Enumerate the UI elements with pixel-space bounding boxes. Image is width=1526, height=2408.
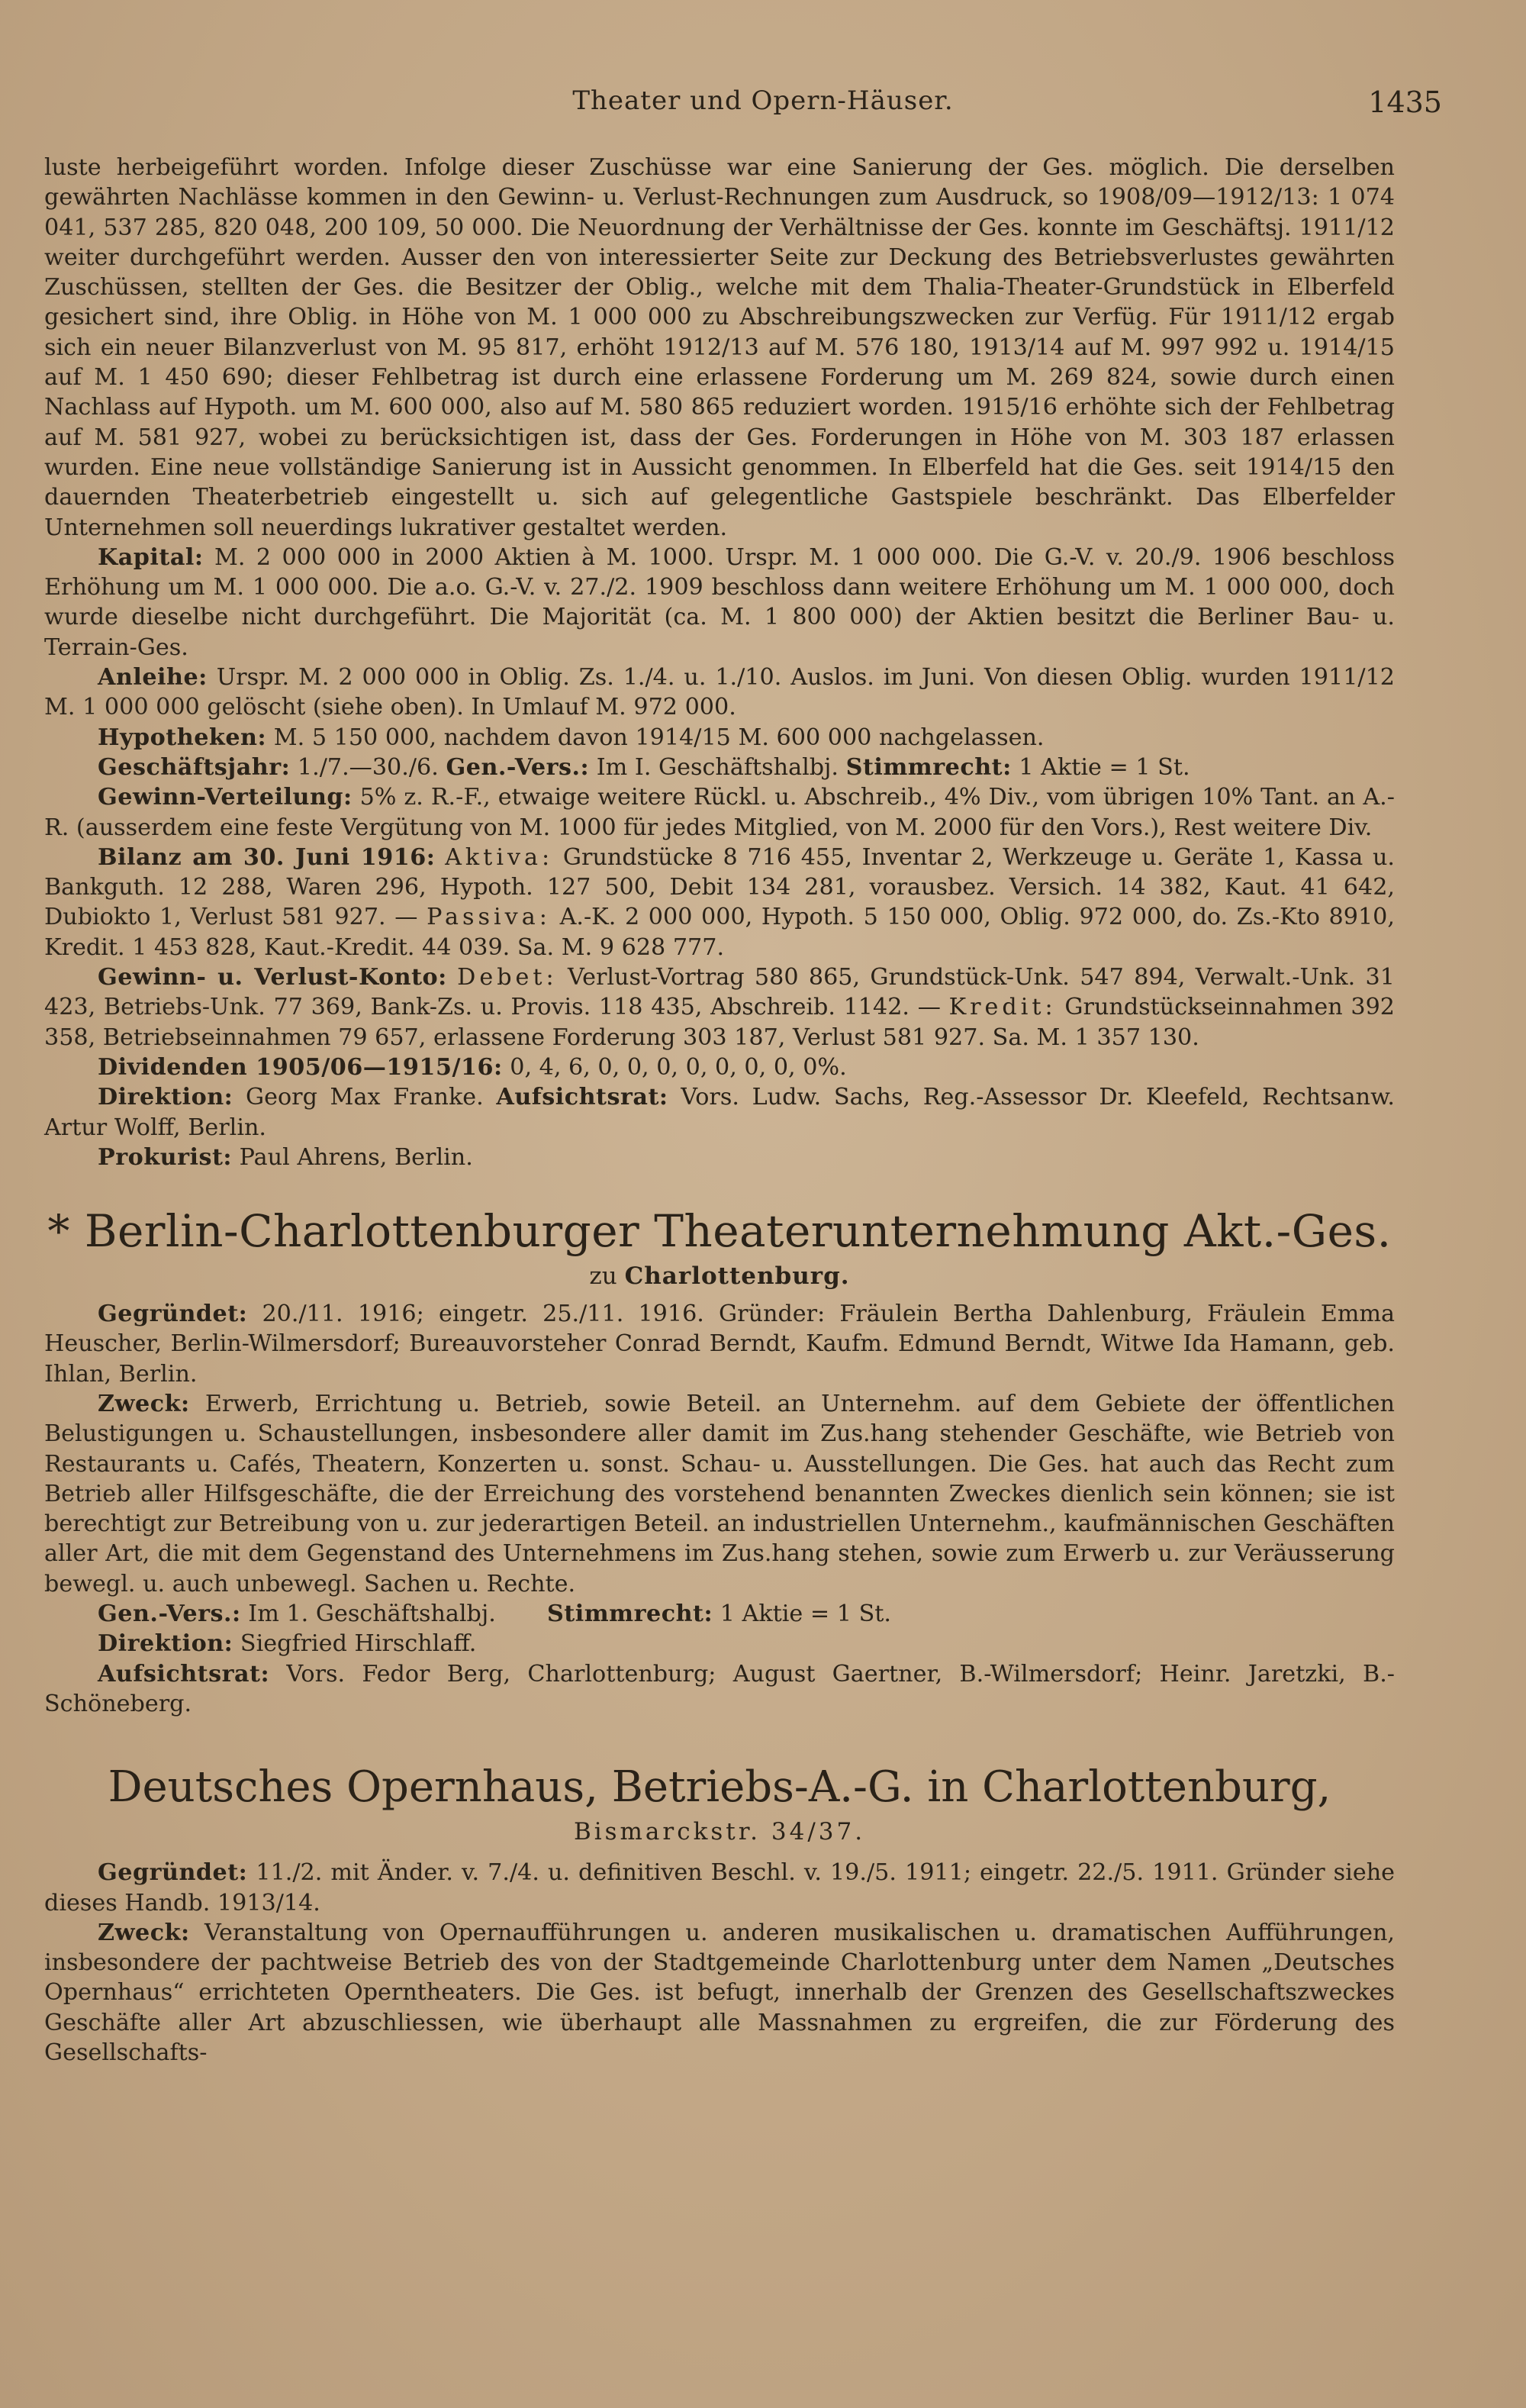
aufsichtsrat-text: Vors. Fedor Berg, Charlottenburg; August Gaertner, B.-Wilmersdorf; Heinr. Jaretzki, B.-Schöneberg.	[44, 1660, 1395, 1717]
passiva-label: Passiva:	[427, 904, 551, 931]
prokurist-paragraph	[44, 1143, 1395, 1172]
kapital-text: M. 2 000 000 in 2000 Aktien à M. 1000. Urspr. M. 1 000 000. Die G.-V. v. 20./9. 1906 beschloss Erhöhung um M. 1 000 000. Die a.o. G.-V. v. 27./2. 1909 beschloss dann weitere Erhöhung um M. 1 000 000, doch wurde dieselbe nicht durchgeführt. Die Majorität (ca. M. 1 800 000) der Aktien besitzt die Berliner Bau- u. Terrain-Ges.	[44, 543, 1395, 661]
kapital-paragraph	[44, 543, 1395, 662]
gegruendet-paragraph-3	[44, 1858, 1395, 1918]
company-subtitle	[44, 1261, 1395, 1291]
running-head: Theater und Opern-Häuser.	[572, 85, 954, 116]
geschaeftsjahr-label: Geschäftsjahr:	[98, 753, 291, 781]
direktion-text: Georg Max Franke.	[245, 1084, 484, 1111]
stimmrecht-text: 1 Aktie = 1 St.	[720, 1600, 891, 1628]
gegruendet-label: Gegründet:	[98, 1859, 248, 1887]
hypotheken-paragraph	[44, 723, 1395, 753]
hypotheken-label: Hypotheken:	[98, 724, 267, 751]
genvers-text: Im I. Geschäftshalbj.	[596, 753, 839, 781]
geschaeftsjahr-text: 1./7.—30./6.	[297, 753, 439, 781]
gegruendet-text: 20./11. 1916; eingetr. 25./11. 1916. Gründer: Fräulein Bertha Dahlenburg, Fräulein Emma Heuscher, Berlin-Wilmersdorf; Bureauvorsteher Conrad Berndt, Kaufm. Edmund Berndt, Witwe Ida Hamann, geb. Ihlan, Berlin.	[44, 1301, 1395, 1388]
stimmrecht-text: 1 Aktie = 1 St.	[1019, 753, 1190, 781]
bilanz-paragraph	[44, 843, 1395, 962]
page-header	[0, 85, 1526, 131]
zweck-text: Erwerb, Errichtung u. Betrieb, sowie Beteil. an Unternehm. auf dem Gebiete der öffentlichen Belustigungen u. Schaustellungen, insbesondere aller damit im Zus.hang stehender Geschäfte, wie Betrieb von Restaurants u. Cafés, Theatern, Konzerten u. sonst. Schau- u. Ausstellungen. Die Ges. hat auch das Recht zum Betrieb aller Hilfsgeschäfte, die der Erreichung des vorstehend benannten Zweckes dienlich sein können; sie ist berechtigt zur Betreibung von u. zur jederartigen Beteil. an industriellen Unternehm., kaufmännischen Geschäften aller Art, die mit dem Gegenstand des Unternehmens im Zus.hang stehen, sowie zum Erwerb u. zur Veräusserung bewegl. u. auch unbewegl. Sachen u. Rechte.	[44, 1390, 1395, 1597]
company-address: Bismarckstr. 34/37.	[573, 1818, 866, 1846]
kredit-text: Grundstückseinnahmen 392 358, Betriebseinnahmen 79 657, erlassene Forderung 303 187, Verlust 581 927. Sa. M. 1 357 130.	[44, 994, 1395, 1051]
kapital-label: Kapital:	[98, 543, 204, 571]
genvers-text: Im 1. Geschäftshalbj.	[248, 1600, 496, 1628]
zweck-paragraph-3	[44, 1918, 1395, 2068]
debet-label: Debet:	[457, 964, 558, 991]
gewinnverteilung-text: 5% z. R.-F., etwaige weitere Rückl. u. Abschreib., 4% Div., vom übrigen 10% Tant. an A.-R. (ausserdem eine feste Vergütung von M. 1000 für jedes Mitglied, von M. 2000 für den Vors.), Rest weitere Div.	[44, 784, 1395, 841]
dividenden-paragraph	[44, 1052, 1395, 1082]
direktion-label: Direktion:	[98, 1084, 233, 1111]
aktiva-text: Grundstücke 8 716 455, Inventar 2, Werkzeuge u. Geräte 1, Kassa u. Bankguth. 12 288, Waren 296, Hypoth. 127 500, Debit 134 281, vorausbez. Versich. 14 382, Kaut. 41 642, Dubiokto 1, Verlust 581 927. —	[44, 843, 1395, 931]
passiva-text: A.-K. 2 000 000, Hypoth. 5 150 000, Oblig. 972 000, do. Zs.-Kto 8910, Kredit. 1 453 828, Kaut.-Kredit. 44 039. Sa. M. 9 628 777.	[44, 904, 1395, 961]
geschaeftsjahr-paragraph	[44, 753, 1395, 782]
direktion-paragraph	[44, 1082, 1395, 1143]
gegruendet-text: 11./2. mit Änder. v. 7./4. u. definitiven Beschl. v. 19./5. 1911; eingetr. 22./5. 1911. Gründer siehe dieses Handb. 1913/14.	[44, 1859, 1395, 1916]
stimmrecht-label: Stimmrecht:	[547, 1600, 713, 1628]
anleihe-label: Anleihe:	[98, 664, 208, 691]
bilanz-label: Bilanz am 30. Juni 1916:	[98, 843, 436, 871]
subtitle-place: Charlottenburg.	[624, 1262, 850, 1291]
company-title-berlin-charlottenburger: * Berlin-Charlottenburger Theaterunternehmung Akt.-Ges.	[47, 1205, 1392, 1258]
subtitle-prefix: zu	[589, 1262, 617, 1291]
intro-paragraph: luste herbeigeführt worden. Infolge dieser Zuschüsse war eine Sanierung der Ges. möglich. Die derselben gewährten Nachlässe kommen in den Gewinn- u. Verlust-Rechnungen zum Ausdruck, so 1908/09—1912/13: 1 074 041, 537 285, 820 048, 200 109, 50 000. Die Neuordnung der Verhältnisse der Ges. konnte im Geschäftsj. 1911/12 weiter durchgeführt werden. Ausser den von interessierter Seite zur Deckung des Betriebsverlustes gewährten Zuschüssen, stellten der Ges. die Besitzer der Oblig., welche mit dem Thalia-Theater-Grundstück in Elberfeld gesichert sind, ihre Oblig. in Höhe von M. 1 000 000 zu Abschreibungszwecken zur Verfüg. Für 1911/12 ergab sich ein neuer Bilanzverlust von M. 95 817, erhöht 1912/13 auf M. 576 180, 1913/14 auf M. 997 992 u. 1914/15 auf M. 1 450 690; dieser Fehlbetrag ist durch eine erlassene Forderung um M. 269 824, sowie durch einen Nachlass auf Hypoth. um M. 600 000, also auf M. 580 865 reduziert worden. 1915/16 erhöhte sich der Fehlbetrag auf M. 581 927, wobei zu berücksichtigen ist, dass der Ges. Forderungen in Höhe von M. 303 187 erlassen wurden. Eine neue vollständige Sanierung ist in Aussicht genommen. In Elberfeld hat die Ges. seit 1914/15 den dauernden Theaterbetrieb eingestellt u. sich auf gelegentliche Gastspiele beschränkt. Das Elberfelder Unternehmen soll neuerdings lukrativer gestaltet werden.	[44, 154, 1395, 541]
direktion-paragraph-2	[44, 1629, 1395, 1659]
gewinnverteilung-label: Gewinn-Verteilung:	[98, 784, 353, 811]
page-number: 1435	[1368, 85, 1442, 119]
gewinnverteilung-paragraph	[44, 782, 1395, 843]
dividenden-text: 0, 4, 6, 0, 0, 0, 0, 0, 0, 0, 0%.	[510, 1053, 847, 1081]
aktiva-label: Aktiva:	[445, 843, 554, 871]
aufsichtsrat-label: Aufsichtsrat:	[496, 1084, 668, 1111]
gegruendet-label: Gegründet:	[98, 1301, 248, 1328]
direktion-label: Direktion:	[98, 1630, 233, 1658]
zweck-label: Zweck:	[98, 1919, 190, 1946]
guv-paragraph	[44, 962, 1395, 1052]
aufsichtsrat-text: Vors. Ludw. Sachs, Reg.-Assessor Dr. Kleefeld, Rechtsanw. Artur Wolff, Berlin.	[44, 1084, 1395, 1141]
genvers-label: Gen.-Vers.:	[446, 753, 590, 781]
company-title-deutsches-opernhaus: Deutsches Opernhaus, Betriebs-A.-G. in Charlottenburg,	[108, 1762, 1331, 1813]
stimmrecht-label: Stimmrecht:	[845, 753, 1012, 781]
direktion-text: Siegfried Hirschlaff.	[240, 1630, 477, 1658]
anleihe-text: Urspr. M. 2 000 000 in Oblig. Zs. 1./4. u. 1./10. Auslos. im Juni. Von diesen Oblig. wurden 1911/12 M. 1 000 000 gelöscht (siehe oben). In Umlauf M. 972 000.	[44, 664, 1395, 721]
zweck-label: Zweck:	[98, 1390, 190, 1417]
guv-label: Gewinn- u. Verlust-Konto:	[98, 964, 447, 991]
zweck-paragraph	[44, 1389, 1395, 1599]
aufsichtsrat-paragraph-2	[44, 1659, 1395, 1720]
hypotheken-text: M. 5 150 000, nachdem davon 1914/15 M. 600 000 nachgelassen.	[273, 724, 1045, 751]
genvers-paragraph	[44, 1599, 1395, 1629]
zweck-text: Veranstaltung von Opernaufführungen u. anderen musikalischen u. dramatischen Aufführungen, insbesondere der pachtweise Betrieb des von der Stadtgemeinde Charlottenburg unter dem Namen „Deutsches Opernhaus“ errichteten Operntheaters. Die Ges. ist befugt, innerhalb der Grenzen des Gesellschaftszweckes Geschäfte aller Art abzuschliessen, wie überhaupt alle Massnahmen zu ergreifen, die zur Förderung des Gesellschafts-	[44, 1919, 1395, 2067]
debet-text: Verlust-Vortrag 580 865, Grundstück-Unk. 547 894, Verwalt.-Unk. 31 423, Betriebs-Unk. 77 369, Bank-Zs. u. Provis. 118 435, Abschreib. 1142. —	[44, 964, 1395, 1021]
kredit-label: Kredit:	[948, 994, 1057, 1021]
prokurist-label: Prokurist:	[98, 1143, 233, 1171]
dividenden-label: Dividenden 1905/06—1915/16:	[98, 1053, 503, 1081]
anleihe-paragraph	[44, 662, 1395, 723]
prokurist-text: Paul Ahrens, Berlin.	[239, 1143, 473, 1171]
gegruendet-paragraph	[44, 1299, 1395, 1389]
aufsichtsrat-label: Aufsichtsrat:	[98, 1660, 270, 1688]
page-body	[44, 153, 1395, 2068]
genvers-label: Gen.-Vers.:	[98, 1600, 241, 1628]
